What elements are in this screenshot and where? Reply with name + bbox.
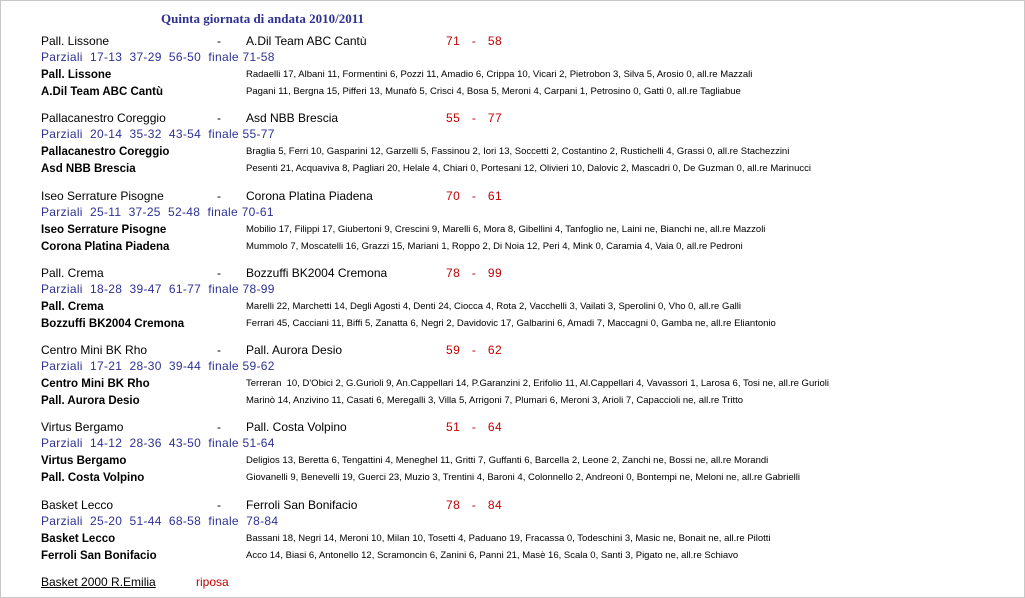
game-block (0, 419, 1025, 497)
resting-label: riposa (196, 575, 229, 589)
home-team-name: Iseo Serrature Pisogne (41, 189, 164, 203)
away-team-label: Pall. Costa Volpino (41, 472, 145, 484)
match-separator: - (217, 34, 221, 48)
away-player-scores: Pesenti 21, Acquaviva 8, Pagliari 20, Helale 4, Chiari 0, Portesani 12, Olivieri 10, Dalovic 2, Mascadri 0, De Guzman 0, all.re Marinucci (246, 163, 811, 174)
match-separator: - (217, 111, 221, 125)
home-team-name: Basket Lecco (41, 498, 114, 512)
away-team-label: Asd NBB Brescia (41, 163, 136, 175)
home-player-scores: Terreran 10, D'Obici 2, G.Gurioli 9, An.Cappellari 14, P.Garanzini 2, Erifolio 11, Al.Cappellari 4, Vavassori 1, Larosa 6, Tosi ne, all.re Gurioli (246, 378, 830, 389)
partial-scores: Parziali 20-14 35-32 43-54 finale 55-77 (41, 127, 275, 141)
home-player-scores: Mobilio 17, Filippi 17, Giubertoni 9, Crescini 9, Marelli 6, Mora 8, Gibellini 4, Tanfoglio ne, Laini ne, Bianchi ne, all.re Mazzoli (246, 224, 766, 235)
home-team-label: Centro Mini BK Rho (41, 378, 150, 390)
home-player-scores: Braglia 5, Ferri 10, Gasparini 12, Garzelli 5, Fassinou 2, Iori 13, Soccetti 2, Costantino 2, Rustichelli 4, Grassi 0, all.re Stachezzini (246, 146, 790, 157)
partial-scores: Parziali 18-28 39-47 61-77 finale 78-99 (41, 282, 275, 296)
away-player-scores: Acco 14, Biasi 6, Antonello 12, Scramoncin 6, Zanini 6, Panni 21, Masè 16, Scala 0, Santi 3, Pigato ne, all.re Schiavo (246, 550, 739, 561)
away-team-name: Asd NBB Brescia (246, 111, 339, 125)
game-block (0, 497, 1025, 575)
final-score: 70 - 61 (446, 189, 503, 203)
resting-team-link[interactable]: Basket 2000 R.Emilia (41, 575, 156, 589)
page-title: Quinta giornata di andata 2010/2011 (161, 11, 364, 26)
home-player-scores: Bassani 18, Negri 14, Meroni 10, Milan 10, Tosetti 4, Paduano 19, Fracassa 0, Todeschini 3, Masic ne, Bonait ne, all.re Pilotti (246, 533, 771, 544)
home-team-name: Virtus Bergamo (41, 420, 124, 434)
game-block (0, 188, 1025, 266)
home-team-label: Pallacanestro Coreggio (41, 146, 170, 158)
away-team-label: Bozzuffi BK2004 Cremona (41, 318, 185, 330)
home-team-name: Pall. Crema (41, 266, 104, 280)
away-team-label: Ferroli San Bonifacio (41, 550, 157, 562)
game-block (0, 342, 1025, 420)
home-team-name: Centro Mini BK Rho (41, 343, 148, 357)
away-team-name: Ferroli San Bonifacio (246, 498, 358, 512)
away-player-scores: Giovanelli 9, Benevelli 19, Guerci 23, Muzio 3, Trentini 4, Baroni 4, Colonnello 2, Andreoni 0, Bontempi ne, Meloni ne, all.re Gabrielli (246, 472, 800, 483)
partial-scores: Parziali 14-12 28-36 43-50 finale 51-64 (41, 436, 275, 450)
home-team-name: Pall. Lissone (41, 34, 110, 48)
away-team-label: Corona Platina Piadena (41, 241, 170, 253)
match-separator: - (217, 266, 221, 280)
home-player-scores: Deligios 13, Beretta 6, Tengattini 4, Meneghel 11, Gritti 7, Guffanti 6, Barcella 2, Leone 2, Zanchi ne, Bossi ne, all.re Morandi (246, 455, 769, 466)
away-team-label: Pall. Aurora Desio (41, 395, 140, 407)
match-separator: - (217, 189, 221, 203)
final-score: 78 - 99 (446, 266, 503, 280)
away-player-scores: Pagani 11, Bergna 15, Pifferi 13, Munafò 5, Crisci 4, Bosa 5, Meroni 4, Carpani 1, Petrosino 0, Gatti 0, all.re Tagliabue (246, 86, 741, 97)
home-player-scores: Radaelli 17, Albani 11, Formentini 6, Pozzi 11, Amadio 6, Crippa 10, Vicari 2, Pietrobon 3, Silva 5, Arosio 0, all.re Mazzali (246, 69, 753, 80)
final-score: 51 - 64 (446, 420, 503, 434)
game-block (0, 265, 1025, 343)
home-team-label: Basket Lecco (41, 533, 116, 545)
away-team-name: Corona Platina Piadena (246, 189, 373, 203)
away-team-label: A.Dil Team ABC Cantù (41, 86, 164, 98)
away-team-name: Pall. Costa Volpino (246, 420, 347, 434)
match-separator: - (217, 420, 221, 434)
game-block (0, 33, 1025, 111)
final-score: 55 - 77 (446, 111, 503, 125)
match-separator: - (217, 343, 221, 357)
home-player-scores: Marelli 22, Marchetti 14, Degli Agosti 4, Denti 24, Ciocca 4, Rota 2, Vacchelli 3, Vailati 3, Sperolini 0, Vho 0, all.re Galli (246, 301, 741, 312)
partial-scores: Parziali 17-21 28-30 39-44 finale 59-62 (41, 359, 275, 373)
partial-scores: Parziali 25-20 51-44 68-58 finale 78-84 (41, 514, 279, 528)
final-score: 78 - 84 (446, 498, 503, 512)
partial-scores: Parziali 17-13 37-29 56-50 finale 71-58 (41, 50, 275, 64)
home-team-name: Pallacanestro Coreggio (41, 111, 166, 125)
away-team-name: A.Dil Team ABC Cantù (246, 34, 367, 48)
home-team-label: Pall. Crema (41, 301, 104, 313)
match-separator: - (217, 498, 221, 512)
home-team-label: Iseo Serrature Pisogne (41, 224, 167, 236)
home-team-label: Pall. Lissone (41, 69, 112, 81)
away-player-scores: Ferrari 45, Cacciani 11, Biffi 5, Zanatta 6, Negri 2, Davidovic 17, Galbarini 6, Amadi 7, Maccagni 0, Gamba ne, all.re Eliantonio (246, 318, 776, 329)
away-player-scores: Marinò 14, Anzivino 11, Casati 6, Meregalli 3, Villa 5, Arrigoni 7, Plumari 6, Meroni 3, Arioli 7, Capaccioli ne, all.re Tritto (246, 395, 744, 406)
final-score: 71 - 58 (446, 34, 503, 48)
away-team-name: Pall. Aurora Desio (246, 343, 343, 357)
away-player-scores: Mummolo 7, Moscatelli 16, Grazzi 15, Mariani 1, Roppo 2, Di Noia 12, Peri 4, Mink 0, Caramia 4, Vaia 0, all.re Pedroni (246, 241, 743, 252)
away-team-name: Bozzuffi BK2004 Cremona (246, 266, 388, 280)
home-team-label: Virtus Bergamo (41, 455, 127, 467)
partial-scores: Parziali 25-11 37-25 52-48 finale 70-61 (41, 205, 274, 219)
final-score: 59 - 62 (446, 343, 503, 357)
game-block (0, 110, 1025, 188)
